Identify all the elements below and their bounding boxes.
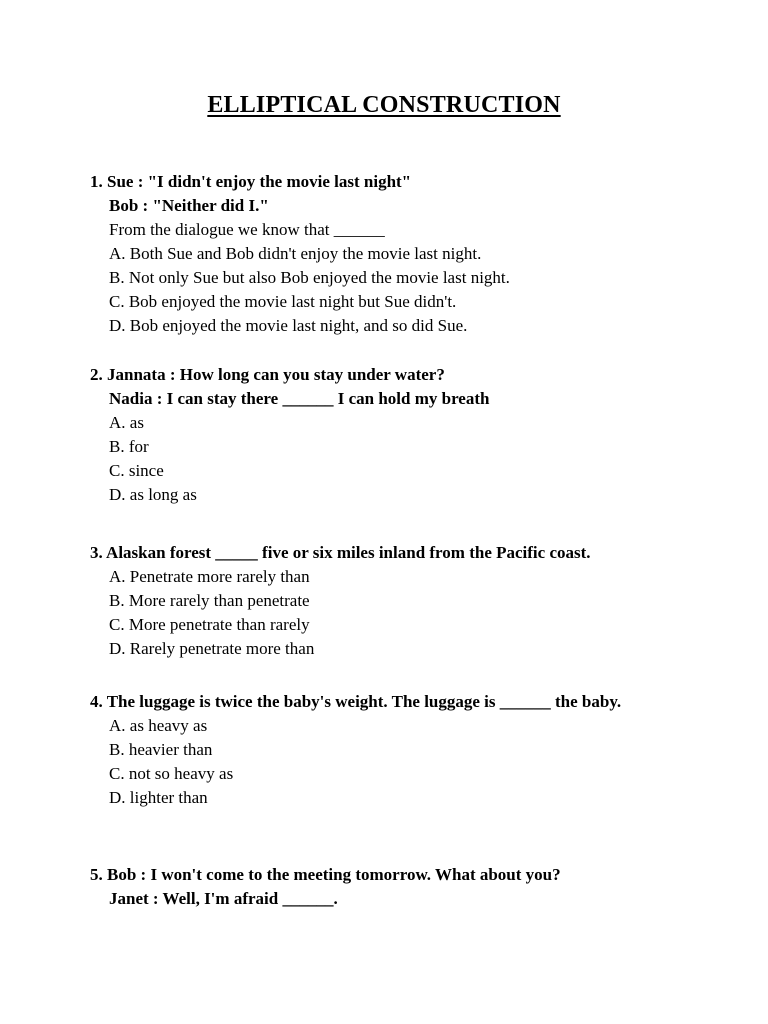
question-stem-line: 4. The luggage is twice the baby's weight. The luggage is ______ the baby. [90,692,622,711]
answer-option-a: A. Both Sue and Bob didn't enjoy the movie last night. [109,244,482,263]
question-stem-line: Nadia : I can stay there ______ I can hold my breath [109,389,490,408]
answer-option-c: C. since [109,461,164,480]
question-1 [90,170,650,338]
answer-option-a: A. as [109,413,144,432]
question-stem-line: 3. Alaskan forest _____ five or six miles inland from the Pacific coast. [90,543,591,562]
question-stem-line: 5. Bob : I won't come to the meeting tomorrow. What about you? [90,865,561,884]
question-2 [90,363,650,507]
answer-option-d: D. Rarely penetrate more than [109,639,315,658]
answer-option-d: D. as long as [109,485,197,504]
answer-option-c: C. More penetrate than rarely [109,615,310,634]
answer-option-a: A. Penetrate more rarely than [109,567,310,586]
answer-option-d: D. lighter than [109,788,208,807]
question-stem-line: 2. Jannata : How long can you stay under water? [90,365,445,384]
answer-option-b: B. for [109,437,149,456]
question-stem-line: Bob : "Neither did I." [109,196,269,215]
answer-option-c: C. not so heavy as [109,764,234,783]
answer-option-a: A. as heavy as [109,716,208,735]
question-4 [90,690,638,810]
question-prompt: From the dialogue we know that ______ [109,220,385,239]
answer-option-b: B. heavier than [109,740,213,759]
question-5 [90,863,650,911]
answer-option-c: C. Bob enjoyed the movie last night but Sue didn't. [109,292,457,311]
answer-option-b: B. More rarely than penetrate [109,591,310,610]
document-title: ELLIPTICAL CONSTRUCTION [207,92,561,118]
answer-option-b: B. Not only Sue but also Bob enjoyed the movie last night. [109,268,510,287]
answer-option-d: D. Bob enjoyed the movie last night, and so did Sue. [109,316,468,335]
question-stem-line: 1. Sue : "I didn't enjoy the movie last night" [90,172,412,191]
question-3 [90,541,650,661]
question-stem-line: Janet : Well, I'm afraid ______. [109,889,338,908]
